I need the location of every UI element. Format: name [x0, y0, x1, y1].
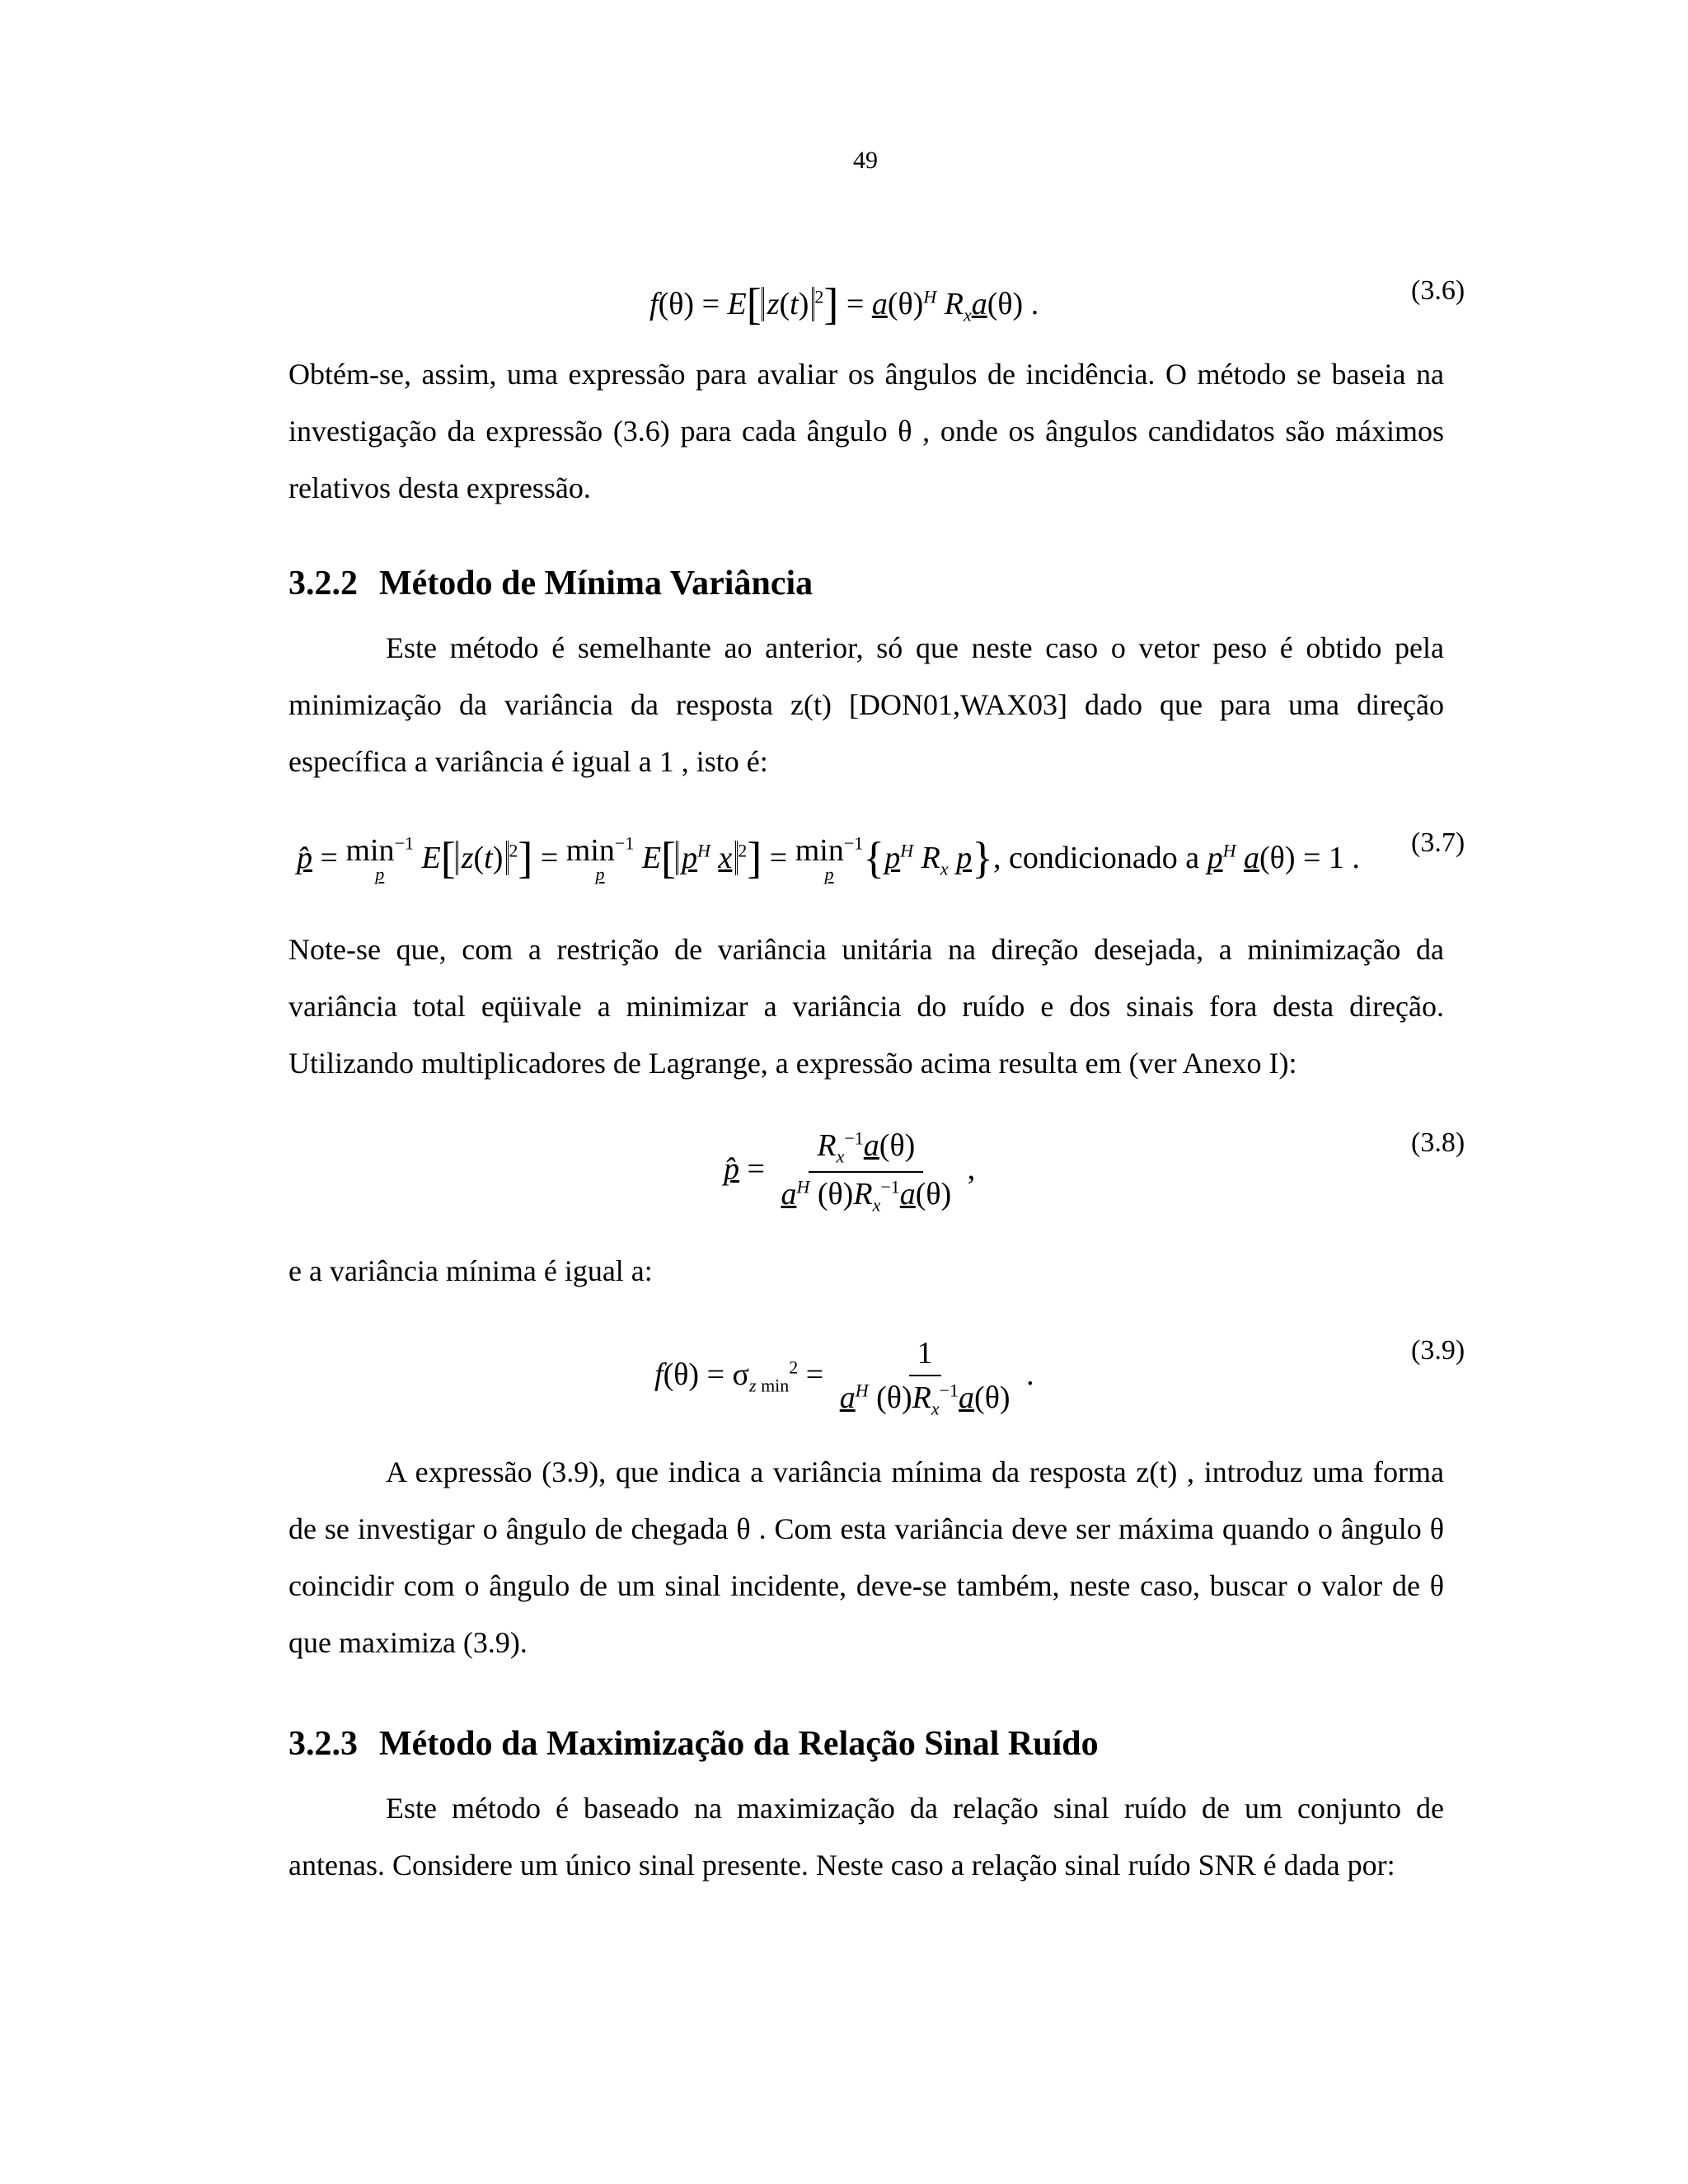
- equation-number-3-8: (3.8): [1411, 1127, 1465, 1158]
- equation-3-9: $f(\theta) = \sigma_{z min}^2$ = $\frac{1}{a^H (\theta)R_x^{-1}a(\theta)}$ .: [654, 1336, 1034, 1419]
- equation-3-8: p̂ = $\frac{R_x^{-1}a(\theta)}{a^H (\theta)R_x^{-1}a(\theta)}$ ,: [724, 1127, 976, 1216]
- section-number: 3.2.2: [288, 565, 358, 602]
- equation-3-7: p̂ = $\min^{-1}$ p E[ z(t) $^2$] = $\min^{-1}$ p E[ $p^H$ x $^2$] = $\min^{-1}$ p {$p^H$ $R_x$ p}, condicionado a $p^H$ a(θ) = 1 .: [297, 832, 1360, 884]
- equation-3-6: f(θ) = E[ z(t) $^2] = a(\theta)^H$ $R_xa(\theta)$ .: [649, 279, 1039, 329]
- equation-number-3-9: (3.9): [1411, 1335, 1465, 1366]
- page-number: 49: [853, 147, 878, 174]
- equation-number-3-6: (3.6): [1411, 275, 1465, 306]
- paragraph-5: A expressão (3.9), que indica a variância mínima da resposta z(t) , introduz uma forma de se investigar o ângulo de chegada θ . Com esta variância deve ser máxima quando o ângulo θ coincidir com o ângulo de um sinal incidente, deve-se também, neste caso, buscar o valor de θ que maximiza (3.9).: [288, 1455, 1444, 1659]
- section-heading-3-2-3: [288, 1724, 1099, 1764]
- equation-number-3-7: (3.7): [1411, 827, 1465, 858]
- paragraph-1: Obtém-se, assim, uma expressão para avaliar os ângulos de incidência. O método se baseia na investigação da expressão (3.6) para cada ângulo θ , onde os ângulos candidatos são máximos relativos desta expressão.: [288, 358, 1444, 504]
- section-title: Método da Maximização da Relação Sinal Ruído: [379, 1725, 1099, 1763]
- paragraph-6: Este método é baseado na maximização da relação sinal ruído de um conjunto de antenas. Considere um único sinal presente. Neste caso a relação sinal ruído SNR é dada por:: [288, 1792, 1444, 1882]
- section-title: Método de Mínima Variância: [379, 565, 814, 602]
- paragraph-3: Note-se que, com a restrição de variância unitária na direção desejada, a minimização da variância total eqüivale a minimizar a variância do ruído e dos sinais fora desta direção. Utilizando multiplicadores de Lagrange, a expressão acima resulta em (ver Anexo I):: [288, 933, 1444, 1080]
- paragraph-2: Este método é semelhante ao anterior, só que neste caso o vetor peso é obtido pela minimização da variância da resposta z(t) [DON01,WAX03] dado que para uma direção específica a variância é igual a 1 , isto é:: [288, 631, 1444, 778]
- paragraph-4: e a variância mínima é igual a:: [288, 1254, 653, 1287]
- section-heading-3-2-2: [288, 564, 813, 603]
- section-number: 3.2.3: [288, 1725, 358, 1763]
- condition-text: , condicionado a: [992, 841, 1200, 875]
- fraction-numerator: 1: [909, 1335, 941, 1376]
